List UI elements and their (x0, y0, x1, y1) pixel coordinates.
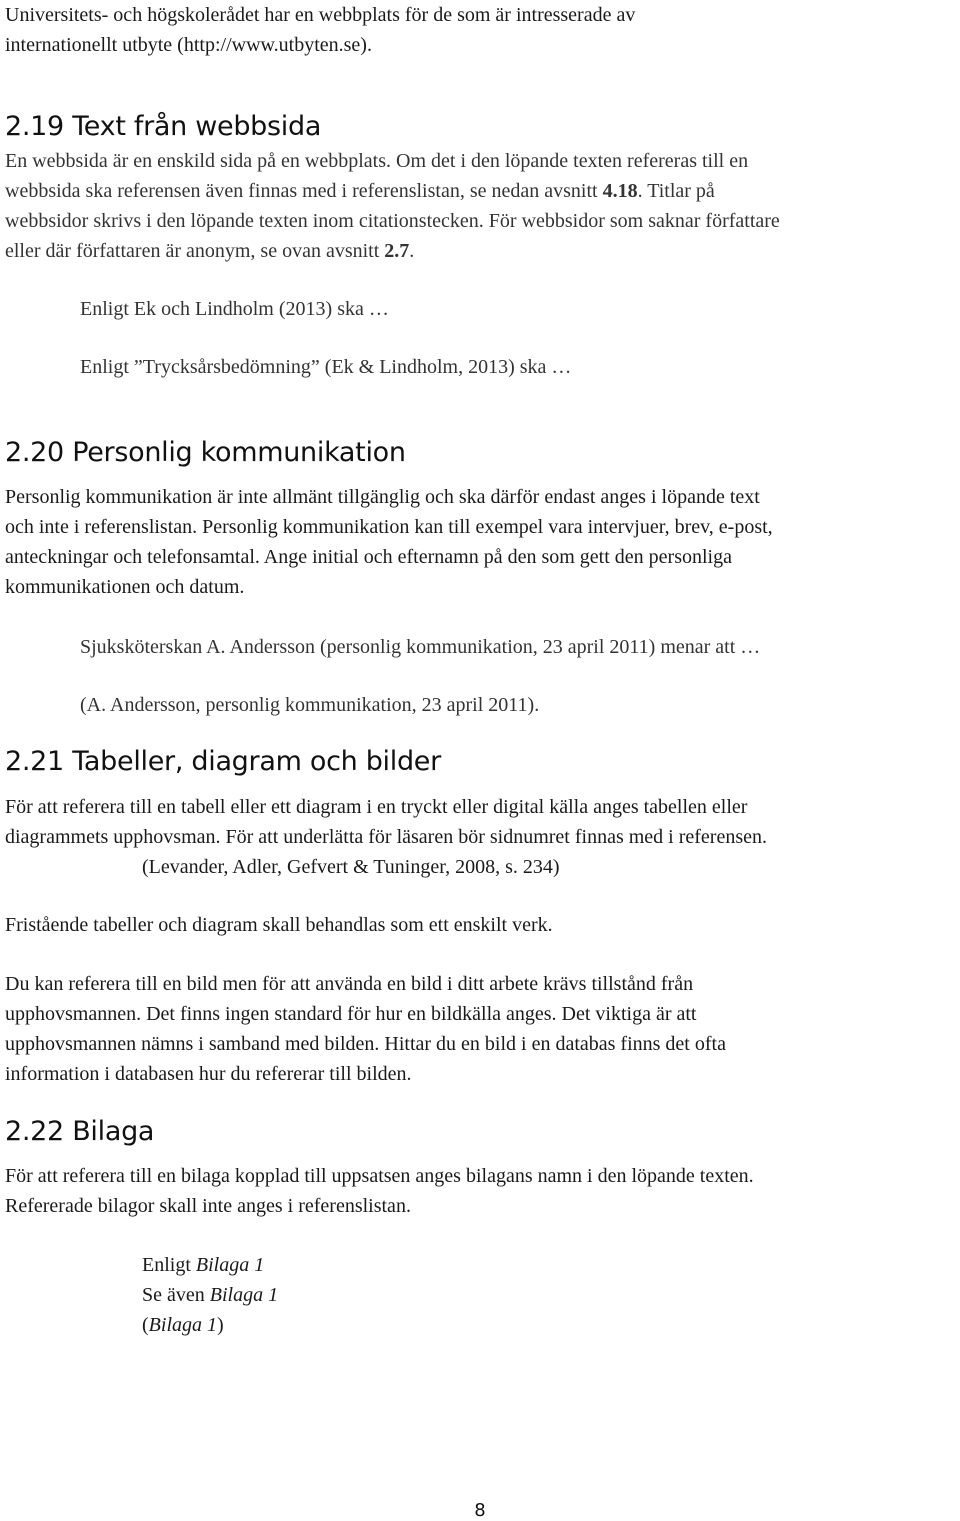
paren-open: ( (142, 1314, 149, 1336)
section-heading-2-22: 2.22 Bilaga (5, 1116, 155, 1147)
s222-line-2: Refererade bilagor skall inte anges i referenslistan. (5, 1195, 411, 1217)
s219-line-4-text: eller där författaren är anonym, se ovan avsnitt (5, 240, 385, 262)
s221-citation-example: (Levander, Adler, Gefvert & Tuninger, 2008, s. 234) (142, 856, 560, 878)
s220-line-3: anteckningar och telefonsamtal. Ange initial och efternamn på den som gett den personliga (5, 546, 732, 568)
s221-para-3-line-2: upphovsmannen. Det finns ingen standard för hur en bildkälla anges. Det viktiga är att (5, 1003, 697, 1025)
s222-line-1: För att referera till en bilaga kopplad till uppsatsen anges bilagans namn i den löpande texten. (5, 1165, 754, 1187)
s219-line-2-text: webbsida ska referensen även finnas med i referenslistan, se nedan avsnitt (5, 180, 603, 202)
s219-line-2 (5, 176, 957, 206)
s220-example-1: Sjuksköterskan A. Andersson (personlig kommunikation, 23 april 2011) menar att … (80, 636, 761, 658)
s220-line-1: Personlig kommunikation är inte allmänt tillgänglig och ska därför endast anges i löpande text (5, 486, 760, 508)
s222-example-1-text: Enligt (142, 1254, 196, 1276)
s219-line-1: En webbsida är en enskild sida på en webbplats. Om det i den löpande texten refereras till en (5, 150, 749, 172)
appendix-name: Bilaga 1 (148, 1314, 218, 1336)
s219-line-4-tail: . (409, 240, 415, 262)
intro-line-1: Universitets- och högskolerådet har en webbplats för de som är intresserade av (5, 4, 636, 26)
s219-example-2: Enligt ”Trycksårsbedömning” (Ek & Lindholm, 2013) ska … (80, 356, 572, 378)
section-ref-4-18: 4.18 (602, 180, 638, 202)
paren-close: ) (217, 1314, 224, 1336)
s220-line-2: och inte i referenslistan. Personlig kommunikation kan till exempel vara intervjuer, brev, e-post, (5, 516, 773, 538)
section-heading-2-21: 2.21 Tabeller, diagram och bilder (5, 746, 441, 777)
s221-para-1-line-1: För att referera till en tabell eller ett diagram i en tryckt eller digital källa anges tabellen eller (5, 796, 748, 818)
page-number: 8 (474, 1500, 486, 1521)
s221-para-1-line-2: diagrammets upphovsman. För att underlätta för läsaren bör sidnumret finnas med i referensen. (5, 826, 767, 848)
section-heading-2-20: 2.20 Personlig kommunikation (5, 437, 406, 468)
s219-example-1: Enligt Ek och Lindholm (2013) ska … (80, 298, 389, 320)
s219-line-4 (5, 236, 957, 266)
intro-line-2: internationellt utbyte (http://www.utbyten.se). (5, 34, 372, 56)
s220-line-4: kommunikationen och datum. (5, 576, 245, 598)
s219-line-3: webbsidor skrivs i den löpande texten inom citationstecken. För webbsidor som saknar författare (5, 210, 780, 232)
s221-para-2: Fristående tabeller och diagram skall behandlas som ett enskilt verk. (5, 914, 553, 936)
appendix-name: Bilaga 1 (195, 1254, 265, 1276)
s219-line-2-tail: . Titlar på (637, 180, 715, 202)
section-ref-2-7: 2.7 (384, 240, 410, 262)
s221-para-3-line-3: upphovsmannen nämns i samband med bilden. Hittar du en bild i en databas finns det ofta (5, 1033, 726, 1055)
s222-example-2-text: Se även (142, 1284, 210, 1306)
s222-example-1 (142, 1250, 960, 1280)
s221-para-3-line-4: information i databasen hur du refererar till bilden. (5, 1063, 412, 1085)
section-heading-2-19: 2.19 Text från webbsida (5, 111, 322, 142)
s222-example-3 (142, 1310, 960, 1340)
s221-para-3-line-1: Du kan referera till en bild men för att använda en bild i ditt arbete krävs tillstånd från (5, 973, 694, 995)
appendix-name: Bilaga 1 (209, 1284, 279, 1306)
s222-example-2 (142, 1280, 960, 1310)
s220-example-2: (A. Andersson, personlig kommunikation, 23 april 2011). (80, 694, 540, 716)
